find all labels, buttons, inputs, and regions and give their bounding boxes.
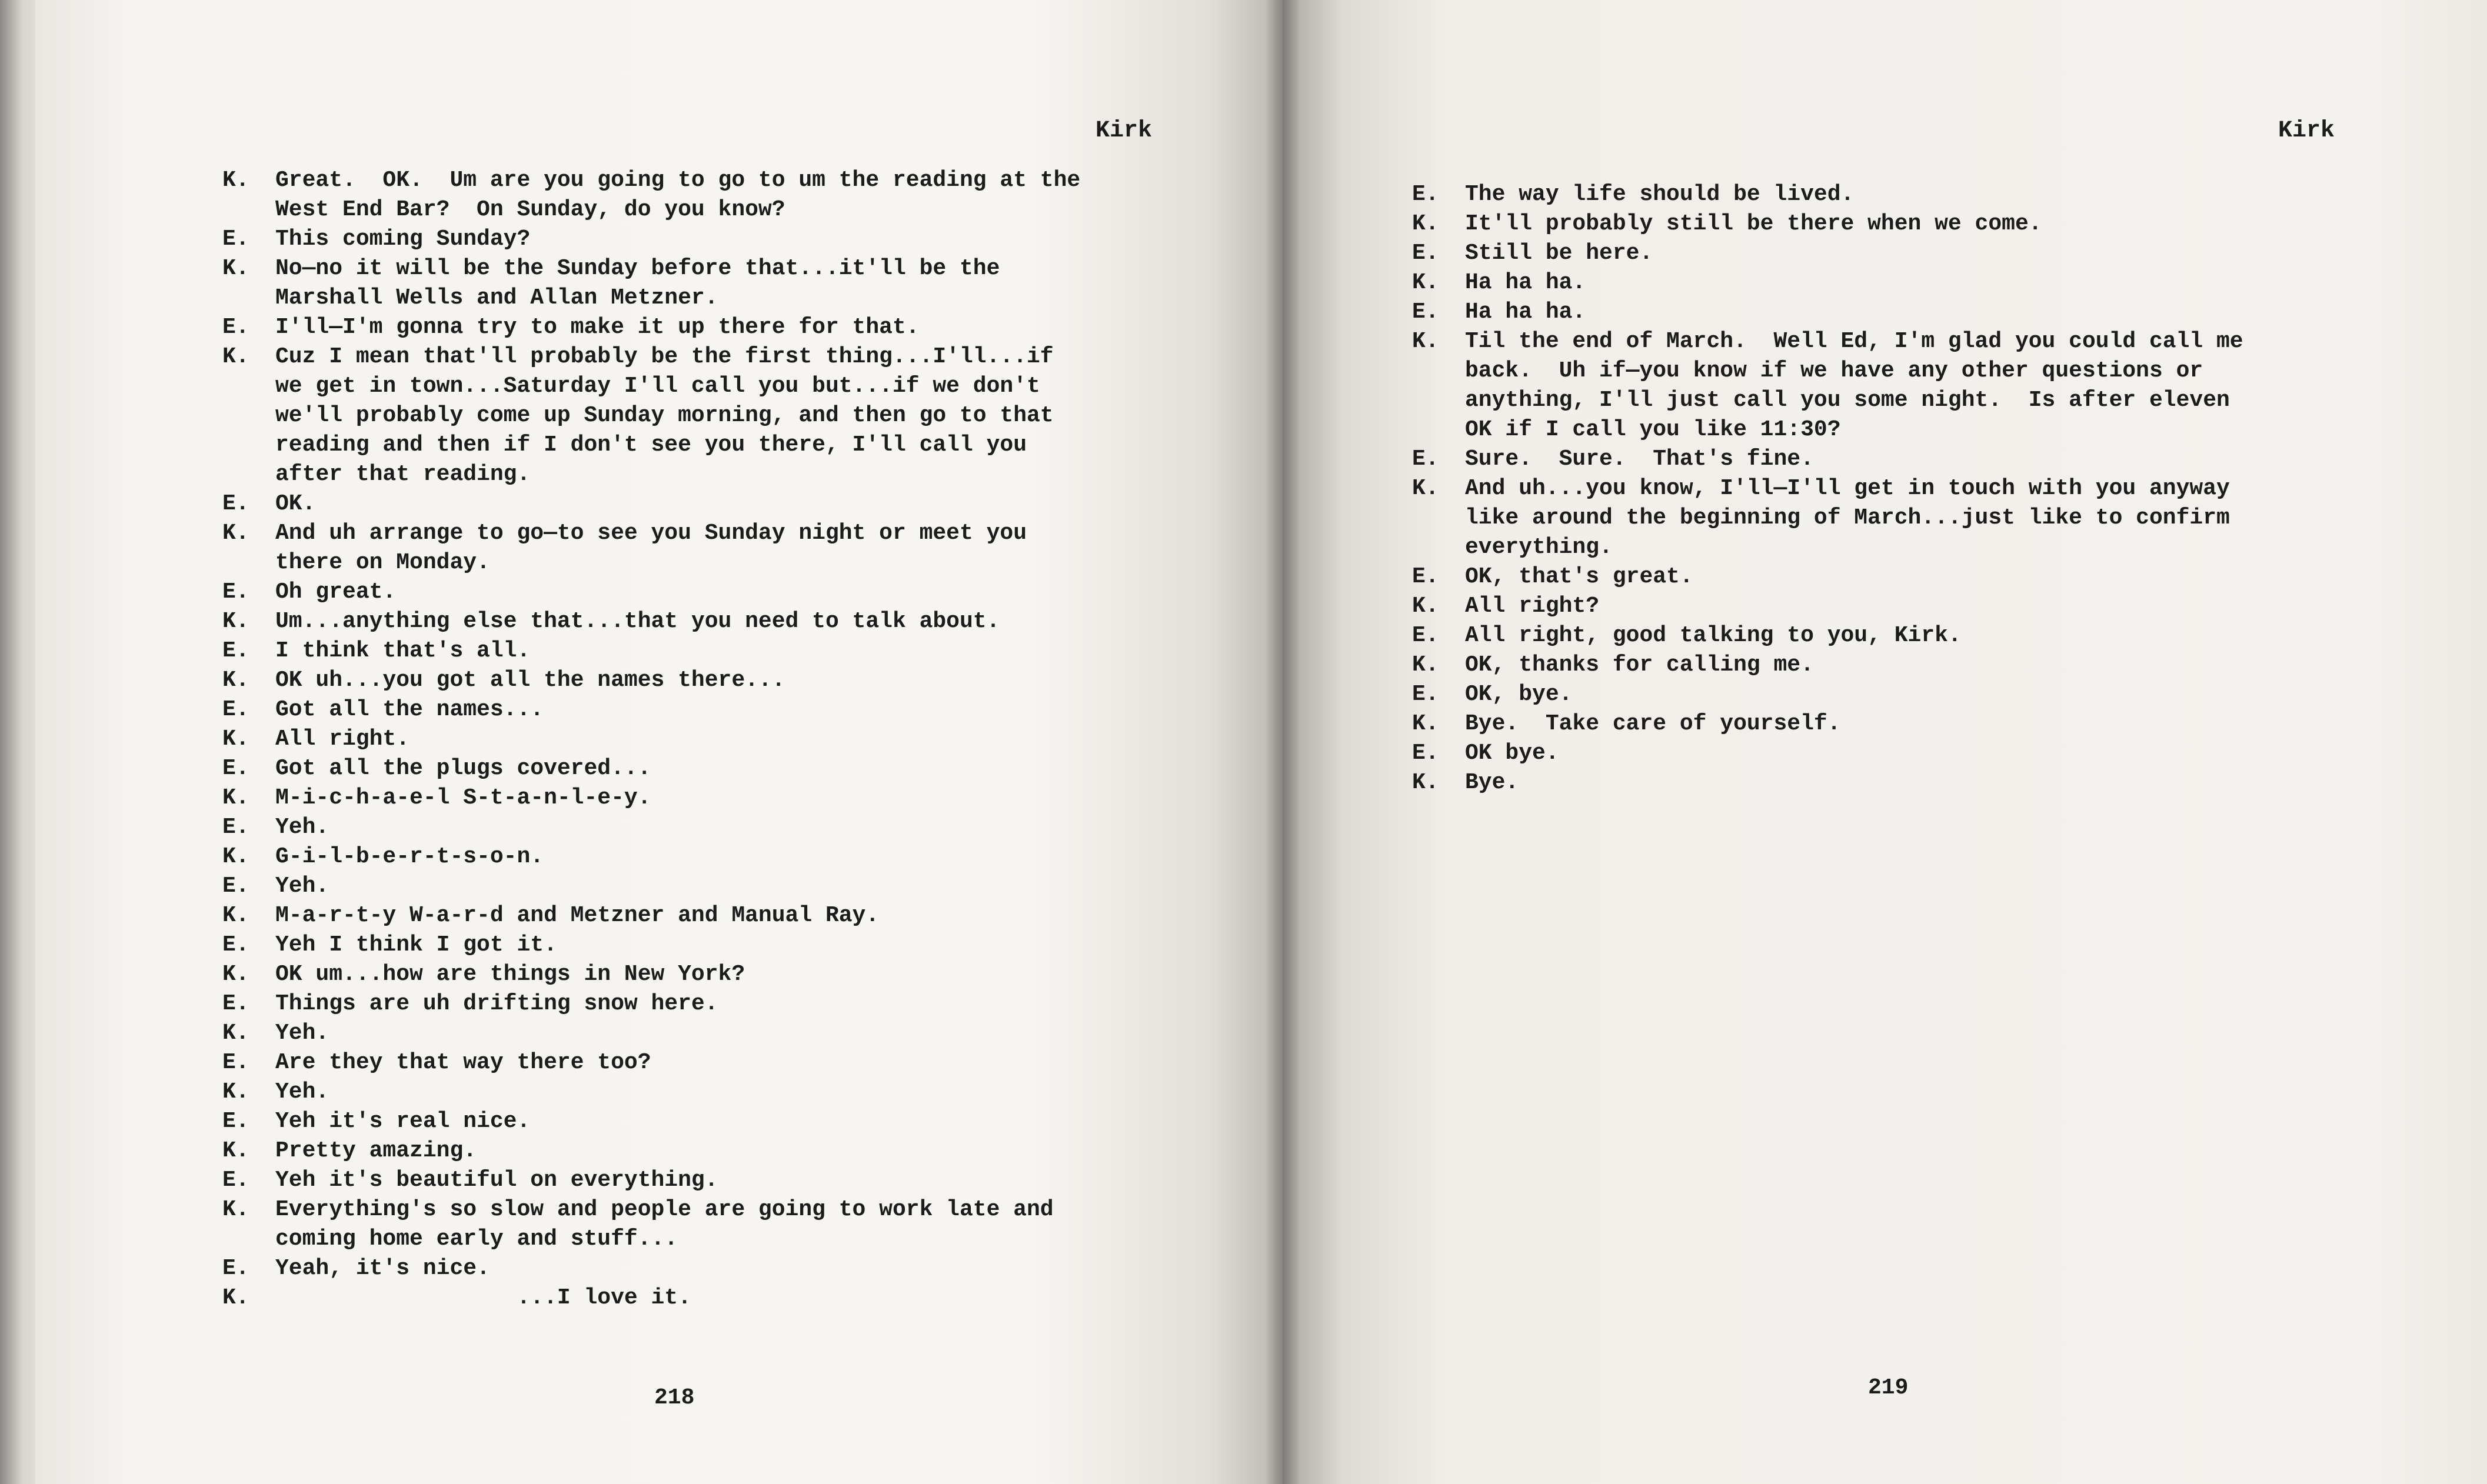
- speaker-label: E.: [1412, 446, 1439, 472]
- transcript-line: [222, 783, 1234, 813]
- speaker-label: E.: [222, 991, 249, 1016]
- transcript-line: [222, 401, 1234, 431]
- transcript-line: [222, 666, 1234, 695]
- transcript-line: [1412, 239, 2436, 268]
- line-text: back. Uh if—you know if we have any other questions or: [1465, 358, 2203, 383]
- left-page-number: 218: [654, 1385, 695, 1410]
- transcript-line: [1412, 386, 2436, 415]
- transcript-line: [222, 431, 1234, 460]
- transcript-line: [1412, 356, 2436, 386]
- transcript-line: [1412, 474, 2436, 503]
- line-text: Yeh it's real nice.: [275, 1109, 531, 1134]
- speaker-label: K.: [222, 785, 249, 811]
- line-text: OK, thanks for calling me.: [1465, 652, 1814, 678]
- right-page-header: Kirk: [2278, 118, 2335, 144]
- speaker-label: E.: [222, 1109, 249, 1134]
- speaker-label: E.: [1412, 299, 1439, 325]
- line-text: West End Bar? On Sunday, do you know?: [275, 197, 785, 222]
- speaker-label: K.: [1412, 329, 1439, 354]
- line-text: like around the beginning of March...just like to confirm: [1465, 505, 2230, 531]
- line-text: All right.: [275, 726, 410, 752]
- line-text: Things are uh drifting snow here.: [275, 991, 718, 1016]
- transcript-line: [222, 1078, 1234, 1107]
- speaker-label: E.: [1412, 741, 1439, 766]
- speaker-label: E.: [222, 315, 249, 340]
- speaker-label: K.: [222, 1079, 249, 1105]
- transcript-line: [222, 1254, 1234, 1283]
- transcript-line: [222, 636, 1234, 666]
- transcript-line: [222, 695, 1234, 725]
- transcript-line: [222, 931, 1234, 960]
- speaker-label: K.: [1412, 270, 1439, 295]
- speaker-label: E.: [222, 1050, 249, 1075]
- line-text: The way life should be lived.: [1465, 182, 1855, 207]
- speaker-label: E.: [222, 1168, 249, 1193]
- line-text: And uh...you know, I'll—I'll get in touch with you anyway: [1465, 476, 2230, 501]
- transcript-line: [1412, 503, 2436, 533]
- transcript-line: [222, 901, 1234, 931]
- transcript-line: [1412, 739, 2436, 768]
- line-text: OK, that's great.: [1465, 564, 1693, 589]
- speaker-label: [222, 431, 275, 460]
- transcript-line: [222, 1048, 1234, 1078]
- speaker-label: K.: [222, 1138, 249, 1163]
- line-text: Til the end of March. Well Ed, I'm glad you could call me: [1465, 329, 2243, 354]
- speaker-label: K.: [222, 256, 249, 281]
- line-text: OK um...how are things in New York?: [275, 962, 745, 987]
- line-text: And uh arrange to go—to see you Sunday night or meet you: [275, 521, 1027, 546]
- speaker-label: K.: [1412, 593, 1439, 619]
- transcript-line: [222, 460, 1234, 489]
- speaker-label: K.: [222, 962, 249, 987]
- transcript-line: [1412, 562, 2436, 592]
- left-page-header: Kirk: [1096, 118, 1153, 144]
- line-text: Yeah, it's nice.: [275, 1256, 490, 1281]
- line-text: after that reading.: [275, 462, 531, 487]
- transcript-line: [1412, 180, 2436, 209]
- transcript-line: [1412, 680, 2436, 709]
- speaker-label: K.: [222, 168, 249, 193]
- line-text: Bye.: [1465, 770, 1519, 795]
- line-text: anything, I'll just call you some night. Is after eleven: [1465, 388, 2230, 413]
- speaker-label: K.: [1412, 652, 1439, 678]
- line-text: Sure. Sure. That's fine.: [1465, 446, 1814, 472]
- line-text: No—no it will be the Sunday before that...it'll be the: [275, 256, 1000, 281]
- speaker-label: [222, 548, 275, 578]
- transcript-line: [222, 1225, 1234, 1254]
- transcript-line: [222, 725, 1234, 754]
- line-text: Cuz I mean that'll probably be the first thing...I'll...if: [275, 344, 1054, 369]
- transcript-line: [222, 166, 1234, 195]
- transcript-line: [222, 195, 1234, 225]
- transcript-line: [222, 960, 1234, 989]
- transcript-line: [222, 842, 1234, 872]
- transcript-line: [222, 342, 1234, 372]
- speaker-label: [222, 195, 275, 225]
- transcript-line: [1412, 709, 2436, 739]
- speaker-label: E.: [222, 638, 249, 663]
- line-text: This coming Sunday?: [275, 226, 531, 252]
- transcript-line: [1412, 415, 2436, 445]
- book-gutter: [1265, 0, 1300, 1484]
- line-text: OK if I call you like 11:30?: [1465, 417, 1841, 442]
- line-text: M-i-c-h-a-e-l S-t-a-n-l-e-y.: [275, 785, 651, 811]
- speaker-label: E.: [222, 756, 249, 781]
- transcript-line: [222, 1107, 1234, 1136]
- line-text: All right, good talking to you, Kirk.: [1465, 623, 1962, 648]
- line-text: All right?: [1465, 593, 1600, 619]
- left-transcript: [222, 166, 1234, 1313]
- speaker-label: [1412, 415, 1465, 445]
- speaker-label: K.: [1412, 211, 1439, 236]
- speaker-label: E.: [1412, 564, 1439, 589]
- speaker-label: [1412, 533, 1465, 562]
- transcript-line: [222, 225, 1234, 254]
- transcript-line: [222, 813, 1234, 842]
- line-text: Are they that way there too?: [275, 1050, 651, 1075]
- transcript-line: [222, 372, 1234, 401]
- speaker-label: [222, 460, 275, 489]
- line-text: we'll probably come up Sunday morning, and then go to that: [275, 403, 1054, 428]
- speaker-label: K.: [1412, 476, 1439, 501]
- transcript-line: [222, 254, 1234, 284]
- transcript-line: [222, 1283, 1234, 1313]
- speaker-label: E.: [1412, 623, 1439, 648]
- speaker-label: K.: [222, 903, 249, 928]
- speaker-label: E.: [222, 579, 249, 605]
- speaker-label: E.: [222, 491, 249, 516]
- line-text: Great. OK. Um are you going to go to um the reading at the: [275, 168, 1081, 193]
- transcript-line: [1412, 445, 2436, 474]
- speaker-label: K.: [222, 1285, 249, 1310]
- speaker-label: [1412, 356, 1465, 386]
- transcript-line: [222, 607, 1234, 636]
- transcript-line: [222, 578, 1234, 607]
- line-text: ...I love it.: [275, 1285, 691, 1310]
- line-text: OK uh...you got all the names there...: [275, 668, 785, 693]
- speaker-label: [1412, 386, 1465, 415]
- speaker-label: K.: [222, 609, 249, 634]
- transcript-line: [222, 519, 1234, 548]
- line-text: I think that's all.: [275, 638, 531, 663]
- line-text: Yeh I think I got it.: [275, 932, 557, 958]
- speaker-label: K.: [222, 668, 249, 693]
- speaker-label: E.: [1412, 241, 1439, 266]
- line-text: reading and then if I don't see you there, I'll call you: [275, 432, 1027, 458]
- line-text: OK.: [275, 491, 316, 516]
- line-text: Yeh it's beautiful on everything.: [275, 1168, 718, 1193]
- speaker-label: E.: [222, 873, 249, 899]
- transcript-line: [1412, 327, 2436, 356]
- line-text: Oh great.: [275, 579, 397, 605]
- line-text: Yeh.: [275, 873, 329, 899]
- speaker-label: K.: [222, 1021, 249, 1046]
- transcript-line: [222, 489, 1234, 519]
- speaker-label: K.: [222, 344, 249, 369]
- transcript-line: [222, 284, 1234, 313]
- speaker-label: [222, 401, 275, 431]
- line-text: Got all the plugs covered...: [275, 756, 651, 781]
- line-text: we get in town...Saturday I'll call you but...if we don't: [275, 373, 1040, 399]
- transcript-line: [1412, 651, 2436, 680]
- transcript-line: [222, 1019, 1234, 1048]
- transcript-line: [1412, 768, 2436, 798]
- line-text: I'll—I'm gonna try to make it up there for that.: [275, 315, 920, 340]
- speaker-label: [222, 372, 275, 401]
- speaker-label: E.: [222, 1256, 249, 1281]
- line-text: Yeh.: [275, 1079, 329, 1105]
- line-text: M-a-r-t-y W-a-r-d and Metzner and Manual Ray.: [275, 903, 880, 928]
- speaker-label: [222, 1225, 275, 1254]
- line-text: OK, bye.: [1465, 682, 1573, 707]
- transcript-line: [222, 872, 1234, 901]
- transcript-line: [222, 313, 1234, 342]
- transcript-line: [1412, 533, 2436, 562]
- transcript-line: [222, 1166, 1234, 1195]
- line-text: there on Monday.: [275, 550, 490, 575]
- speaker-label: K.: [222, 1197, 249, 1222]
- line-text: Marshall Wells and Allan Metzner.: [275, 285, 718, 311]
- line-text: Still be here.: [1465, 241, 1653, 266]
- line-text: G-i-l-b-e-r-t-s-o-n.: [275, 844, 544, 869]
- line-text: Everything's so slow and people are going to work late and: [275, 1197, 1054, 1222]
- transcript-line: [1412, 621, 2436, 651]
- speaker-label: K.: [222, 726, 249, 752]
- line-text: Yeh.: [275, 1021, 329, 1046]
- transcript-line: [222, 1136, 1234, 1166]
- speaker-label: K.: [222, 844, 249, 869]
- speaker-label: K.: [222, 521, 249, 546]
- speaker-label: E.: [222, 226, 249, 252]
- transcript-line: [222, 754, 1234, 783]
- transcript-line: [1412, 298, 2436, 327]
- line-text: Ha ha ha.: [1465, 270, 1586, 295]
- right-transcript: [1412, 180, 2436, 798]
- line-text: Bye. Take care of yourself.: [1465, 711, 1841, 736]
- transcript-line: [222, 1195, 1234, 1225]
- speaker-label: E.: [1412, 682, 1439, 707]
- speaker-label: E.: [222, 932, 249, 958]
- speaker-label: E.: [222, 815, 249, 840]
- transcript-line: [1412, 209, 2436, 239]
- transcript-line: [222, 989, 1234, 1019]
- line-text: Yeh.: [275, 815, 329, 840]
- speaker-label: K.: [1412, 770, 1439, 795]
- speaker-label: E.: [222, 697, 249, 722]
- transcript-line: [222, 548, 1234, 578]
- speaker-label: K.: [1412, 711, 1439, 736]
- transcript-line: [1412, 268, 2436, 298]
- line-text: Pretty amazing.: [275, 1138, 477, 1163]
- right-page-number: 219: [1868, 1375, 1909, 1400]
- line-text: OK bye.: [1465, 741, 1559, 766]
- speaker-label: E.: [1412, 182, 1439, 207]
- speaker-label: [222, 284, 275, 313]
- line-text: It'll probably still be there when we come.: [1465, 211, 2042, 236]
- line-text: everything.: [1465, 535, 1613, 560]
- line-text: Um...anything else that...that you need to talk about.: [275, 609, 1000, 634]
- line-text: Got all the names...: [275, 697, 544, 722]
- line-text: coming home early and stuff...: [275, 1226, 678, 1252]
- line-text: Ha ha ha.: [1465, 299, 1586, 325]
- speaker-label: [1412, 503, 1465, 533]
- transcript-line: [1412, 592, 2436, 621]
